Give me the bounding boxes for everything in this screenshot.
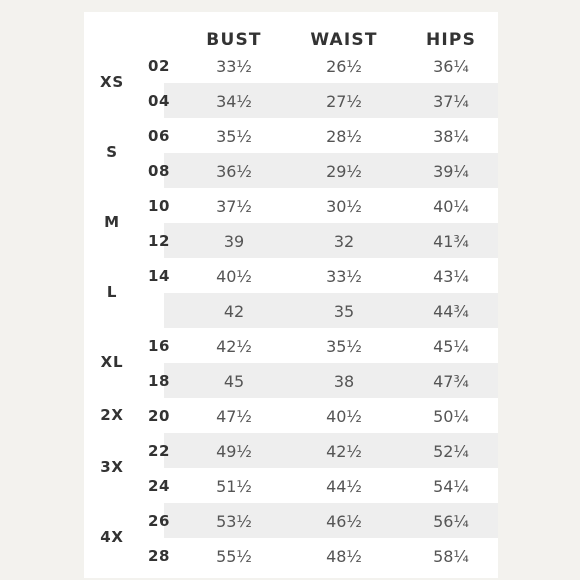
hips-measurement-cell: 52¼ <box>433 442 469 461</box>
numeric-size-label: 10 <box>147 197 171 215</box>
letter-size-label: S <box>106 143 118 161</box>
waist-measurement-cell: 46½ <box>326 512 362 531</box>
letter-size-label: 4X <box>100 528 124 546</box>
numeric-size-label: 08 <box>147 162 171 180</box>
bust-measurement-cell: 55½ <box>216 547 252 566</box>
bust-measurement-cell: 42½ <box>216 337 252 356</box>
numeric-size-label: 24 <box>147 477 171 495</box>
letter-size-label: XS <box>100 73 124 91</box>
waist-measurement-cell: 48½ <box>326 547 362 566</box>
numeric-size-label: 12 <box>147 232 171 250</box>
hips-column-header: HIPS <box>425 30 477 50</box>
hips-measurement-cell: 39¼ <box>433 162 469 181</box>
numeric-size-label: 04 <box>147 92 171 110</box>
waist-column-header: WAIST <box>310 30 378 50</box>
waist-measurement-cell: 33½ <box>326 267 362 286</box>
numeric-size-label: 06 <box>147 127 171 145</box>
hips-measurement-cell: 54¼ <box>433 477 469 496</box>
hips-measurement-cell: 38¼ <box>433 127 469 146</box>
hips-measurement-cell: 58¼ <box>433 547 469 566</box>
hips-measurement-cell: 45¼ <box>433 337 469 356</box>
waist-measurement-cell: 35 <box>333 302 355 321</box>
numeric-size-label: 28 <box>147 547 171 565</box>
hips-measurement-cell: 37¼ <box>433 92 469 111</box>
table-header <box>84 30 498 54</box>
letter-size-label: M <box>104 213 120 231</box>
numeric-size-label: 26 <box>147 512 171 530</box>
bust-measurement-cell: 34½ <box>216 92 252 111</box>
hips-measurement-cell: 50¼ <box>433 407 469 426</box>
waist-measurement-cell: 42½ <box>326 442 362 461</box>
bust-measurement-cell: 33½ <box>216 57 252 76</box>
bust-measurement-cell: 39 <box>223 232 245 251</box>
bust-measurement-cell: 37½ <box>216 197 252 216</box>
waist-measurement-cell: 26½ <box>326 57 362 76</box>
waist-measurement-cell: 30½ <box>326 197 362 216</box>
hips-measurement-cell: 36¼ <box>433 57 469 76</box>
letter-size-label: 3X <box>100 458 124 476</box>
numeric-size-label: 22 <box>147 442 171 460</box>
bust-measurement-cell: 42 <box>223 302 245 321</box>
waist-measurement-cell: 32 <box>333 232 355 251</box>
waist-measurement-cell: 35½ <box>326 337 362 356</box>
hips-measurement-cell: 41¾ <box>433 232 469 251</box>
numeric-size-label: 14 <box>147 267 171 285</box>
bust-measurement-cell: 47½ <box>216 407 252 426</box>
hips-measurement-cell: 43¼ <box>433 267 469 286</box>
bust-measurement-cell: 51½ <box>216 477 252 496</box>
bust-measurement-cell: 36½ <box>216 162 252 181</box>
bust-measurement-cell: 40½ <box>216 267 252 286</box>
letter-size-label: L <box>106 283 118 301</box>
hips-measurement-cell: 44¾ <box>433 302 469 321</box>
numeric-size-label: 16 <box>147 337 171 355</box>
numeric-size-label: 02 <box>147 57 171 75</box>
bust-column-header: BUST <box>206 30 262 50</box>
bust-measurement-cell: 49½ <box>216 442 252 461</box>
bust-measurement-cell: 45 <box>223 372 245 391</box>
waist-measurement-cell: 27½ <box>326 92 362 111</box>
hips-measurement-cell: 47¾ <box>433 372 469 391</box>
hips-measurement-cell: 40¼ <box>433 197 469 216</box>
letter-size-label: 2X <box>100 405 124 424</box>
waist-measurement-cell: 28½ <box>326 127 362 146</box>
waist-measurement-cell: 29½ <box>326 162 362 181</box>
waist-measurement-cell: 44½ <box>326 477 362 496</box>
waist-measurement-cell: 38 <box>333 372 355 391</box>
numeric-size-label: 20 <box>147 407 171 425</box>
waist-measurement-cell: 40½ <box>326 407 362 426</box>
hips-measurement-cell: 56¼ <box>433 512 469 531</box>
letter-size-label: XL <box>100 353 124 371</box>
bust-measurement-cell: 35½ <box>216 127 252 146</box>
bust-measurement-cell: 53½ <box>216 512 252 531</box>
numeric-size-label: 18 <box>147 372 171 390</box>
size-chart-card <box>84 12 498 578</box>
